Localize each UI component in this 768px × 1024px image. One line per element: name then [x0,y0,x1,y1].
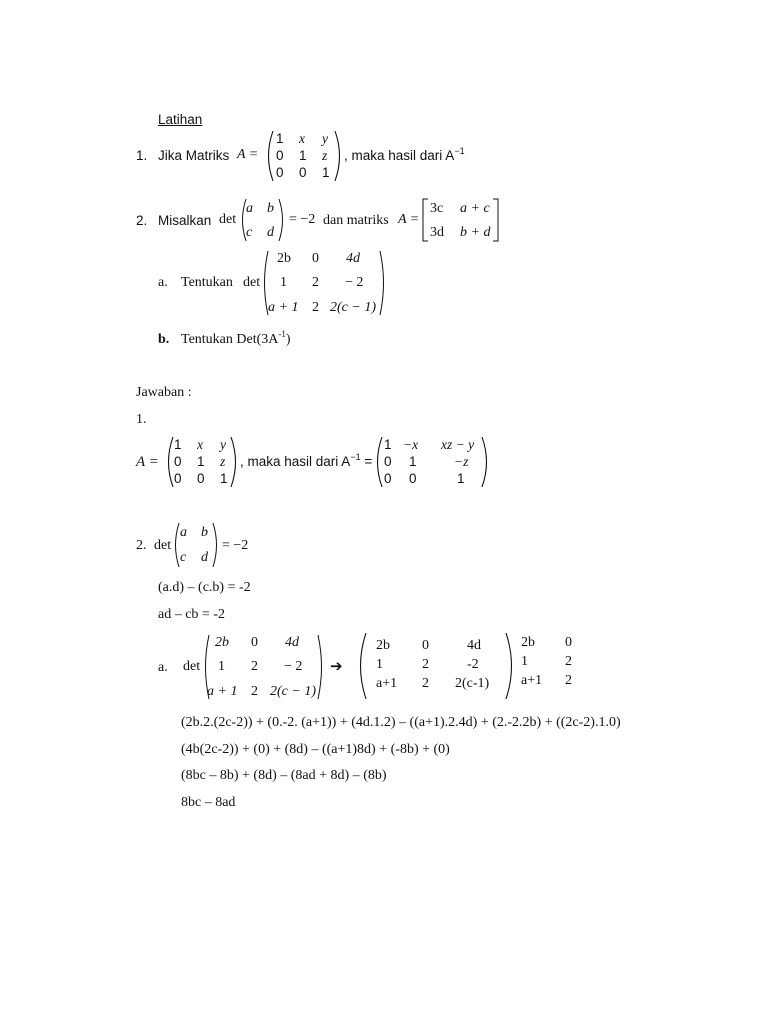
a1-inv-right-paren [480,436,492,488]
cell: 2(c − 1) [330,300,376,315]
cell: -2 [467,657,479,672]
sarrus-right-paren [504,632,518,700]
cell: a + 1 [268,300,299,315]
cell: d [201,550,208,565]
q2a-label: a. [158,275,168,290]
cell: 2 [565,673,572,688]
cell: d [267,225,274,240]
a1-inv-left-paren [372,436,384,488]
cell: 2 [312,275,319,290]
cell: y [322,131,328,146]
cell: 0 [565,635,572,650]
cell: 3c [430,201,444,216]
q1-tail [344,148,465,163]
a1-tail-eq: = [360,454,373,469]
cell: 2(c-1) [455,676,490,691]
cell: 0 [174,454,182,469]
cell: a+1 [521,673,543,688]
cell: 2 [422,657,429,672]
q2a-right-paren [378,250,388,316]
a2-det-right-paren [211,522,221,568]
cell: 1 [384,437,392,452]
cell: z [322,148,328,163]
cell: 2 [565,654,572,669]
a1-tail-text: , maka hasil dari A [240,454,351,469]
q2-number: 2. [136,213,148,228]
a2-det: det [154,538,172,553]
cell: 2 [312,300,319,315]
q2b-text-pre: Tentukan Det(3A [181,332,279,347]
cell: 0 [276,148,284,163]
cell: b [201,525,208,540]
cell: 2b [215,635,229,650]
a2a-right-paren [316,634,326,700]
cell: y [220,437,226,452]
a1-tail-sup: −1 [350,452,361,462]
cell: 2b [521,635,535,650]
cell: 0 [299,165,307,180]
a1-a-eq: A = [136,454,159,470]
cell: 1 [280,275,287,290]
cell: x [299,131,305,146]
section-title: Latihan [158,112,203,127]
q2-det: det [219,212,237,227]
cell: 1 [276,131,284,146]
cell: 4d [467,638,481,653]
cell: 0 [276,165,284,180]
cell: 1 [299,148,307,163]
cell: 0 [409,471,417,486]
step-line: (8bc – 8b) + (8d) – (8ad + 8d) – (8b) [181,768,387,783]
cell: 4d [285,635,299,650]
q1-tail-text: , maka hasil dari A [344,148,455,163]
cell: 1 [457,471,465,486]
q2b-text-sup: -1 [278,329,286,339]
sarrus-left-paren [354,632,368,700]
cell: a [246,201,253,216]
cell: 1 [376,657,383,672]
answer-heading: Jawaban : [136,385,192,400]
a2a-det: det [183,659,201,674]
step-line: (2b.2.(2c-2)) + (0.-2. (a+1)) + (4d.1.2) – ((a+1).2.4d) + (2.-2.2b) + ((2c-2).1.0) [181,715,621,730]
cell: z [220,454,226,469]
cell: c [246,225,253,240]
cell: a + c [460,201,490,216]
a1-number: 1. [136,412,147,427]
q2b-label: b. [158,332,170,347]
q2a-text: Tentukan [181,275,233,290]
cell: a + 1 [207,684,238,699]
q1-number: 1. [136,148,148,163]
a2-eq-val: = −2 [222,538,249,553]
cell: 2 [251,684,258,699]
arrow-icon: ➔ [330,659,343,675]
q2-dan: dan matriks [323,213,389,228]
cell: b [267,201,274,216]
q2-a-right-bracket [492,198,500,242]
cell: 1 [197,454,205,469]
cell: 2b [376,638,390,653]
a1-tail [240,454,372,469]
cell: 1 [220,471,228,486]
cell: 0 [422,638,429,653]
cell: 2(c − 1) [270,684,316,699]
cell: 1 [409,454,417,469]
cell: 0 [197,471,205,486]
q2b-text [181,329,291,348]
q2-det-right-paren [277,198,287,242]
cell: 2 [422,676,429,691]
cell: x [197,437,203,452]
step-line: (4b(2c-2)) + (0) + (8d) – ((a+1)8d) + (-8b) + (0) [181,742,450,757]
a2-line-1: (a.d) – (c.b) = -2 [158,580,251,595]
cell: −z [454,454,469,469]
a2-line-2: ad – cb = -2 [158,607,225,622]
cell: 1 [174,437,182,452]
cell: a [180,525,187,540]
q1-a-eq: A = [237,147,259,162]
cell: a+1 [376,676,398,691]
q1-tail-sup: −1 [454,146,465,156]
cell: − 2 [345,275,364,290]
cell: xz − y [441,437,475,452]
cell: 1 [322,165,330,180]
cell: 0 [384,471,392,486]
q2-eq-val: = −2 [289,212,316,227]
q2a-det: det [243,275,261,290]
cell: 2 [251,659,258,674]
step-line: 8bc – 8ad [181,795,236,810]
q2b-text-post: ) [285,332,291,347]
cell: b + d [460,225,491,240]
q2-lead: Misalkan [158,213,212,228]
cell: 1 [521,654,528,669]
cell: 0 [312,251,319,266]
q1-left-paren [263,130,275,182]
cell: 1 [218,659,225,674]
cell: 0 [174,471,182,486]
cell: 0 [251,635,258,650]
cell: −x [403,437,419,452]
cell: 3d [430,225,444,240]
cell: 0 [384,454,392,469]
a2-number: 2. [136,538,147,553]
cell: − 2 [284,659,303,674]
q2-a-left-bracket [422,198,430,242]
cell: c [180,550,187,565]
cell: 4d [346,251,360,266]
cell: 2b [277,251,291,266]
q2-a-eq: A = [398,212,420,227]
q1-lead: Jika Matriks [158,148,230,163]
a2a-label: a. [158,660,168,675]
